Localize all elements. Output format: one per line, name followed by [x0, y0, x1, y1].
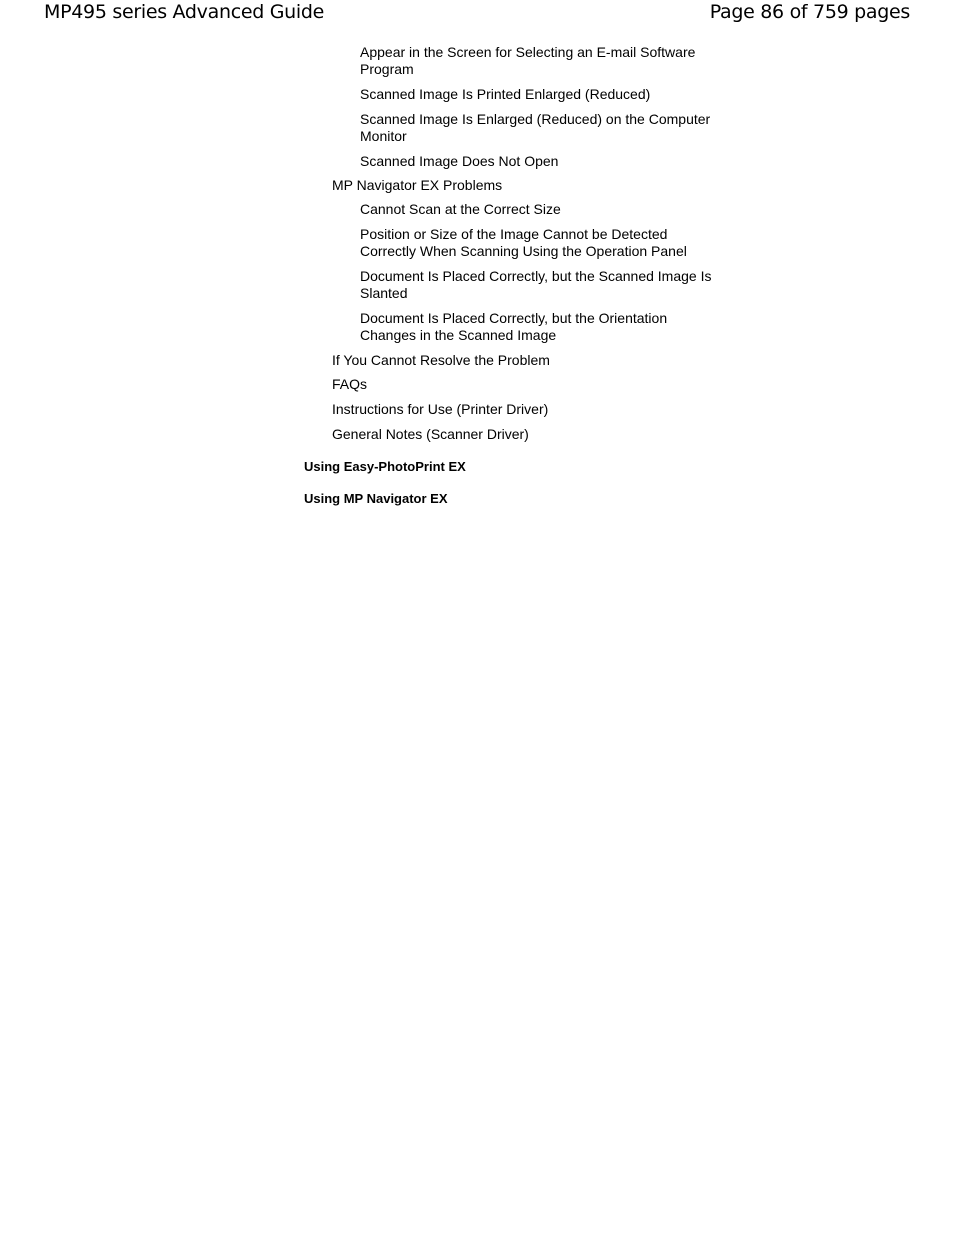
toc-item-line: Document Is Placed Correctly, but the Orientation — [360, 310, 668, 326]
toc-item-line: If You Cannot Resolve the Problem — [332, 352, 550, 368]
toc-item-line: Monitor — [360, 128, 407, 144]
toc-item-mp-navigator-problems[interactable] — [332, 177, 502, 194]
toc-item-line: Slanted — [360, 285, 408, 301]
toc-item-line: Scanned Image Is Enlarged (Reduced) on the Computer — [360, 111, 711, 127]
toc-item-orientation-changes[interactable] — [360, 310, 667, 344]
toc-item-line: FAQs — [332, 376, 368, 392]
toc-item-line: Cannot Scan at the Correct Size — [360, 201, 561, 217]
page-header — [0, 0, 954, 26]
toc-item-line: Using MP Navigator EX — [304, 491, 448, 506]
toc-item-line: Scanned Image Does Not Open — [360, 153, 559, 169]
toc-item-line: Correctly When Scanning Using the Operation Panel — [360, 243, 687, 259]
document-title: MP495 series Advanced Guide — [44, 1, 325, 23]
toc-item-monitor-enlarged[interactable] — [360, 111, 710, 145]
toc-item-image-slanted[interactable] — [360, 268, 711, 302]
toc-item-line: Appear in the Screen for Selecting an E-mail Software — [360, 44, 696, 60]
toc-item-faqs[interactable] — [332, 376, 367, 393]
toc-item-printed-enlarged[interactable] — [360, 86, 650, 103]
toc-item-image-does-not-open[interactable] — [360, 153, 558, 170]
toc-item-printer-driver-instructions[interactable] — [332, 401, 548, 418]
toc-item-email-software-screen[interactable] — [360, 44, 695, 78]
toc-item-position-size-detect[interactable] — [360, 226, 687, 260]
page-indicator: Page 86 of 759 pages — [709, 1, 910, 23]
toc-item-line: Scanned Image Is Printed Enlarged (Reduced) — [360, 86, 651, 102]
toc-item-line: Position or Size of the Image Cannot be Detected — [360, 226, 668, 242]
toc-item-line: Changes in the Scanned Image — [360, 327, 557, 343]
toc-item-line: Using Easy-PhotoPrint EX — [304, 459, 466, 474]
toc-item-using-easy-photoprint[interactable] — [304, 458, 466, 475]
toc-item-line: Program — [360, 61, 414, 77]
toc-item-line: MP Navigator EX Problems — [332, 177, 503, 193]
toc-item-line: General Notes (Scanner Driver) — [332, 426, 529, 442]
toc-item-using-mp-navigator[interactable] — [304, 490, 448, 507]
toc-item-line: Document Is Placed Correctly, but the Scanned Image Is — [360, 268, 712, 284]
toc-item-scanner-driver-notes[interactable] — [332, 426, 529, 443]
toc-item-line: Instructions for Use (Printer Driver) — [332, 401, 549, 417]
toc-item-cannot-scan-correct-size[interactable] — [360, 201, 561, 218]
toc-item-cannot-resolve[interactable] — [332, 352, 550, 369]
